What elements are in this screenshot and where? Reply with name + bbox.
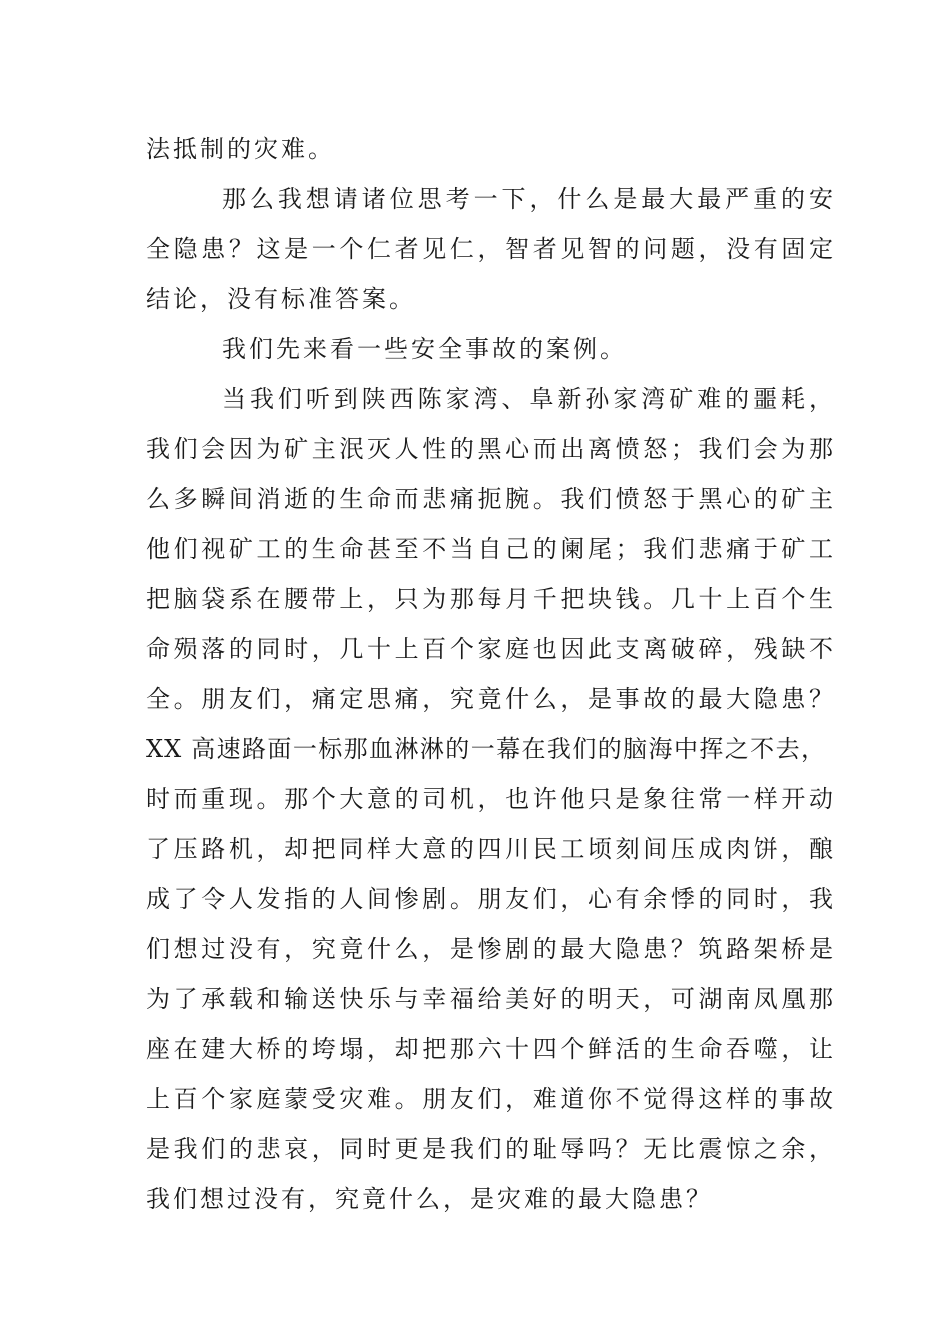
text-line: 是我们的悲哀，同时更是我们的耻辱吗？无比震惊之余，	[146, 1135, 836, 1163]
text-line: 上百个家庭蒙受灾难。朋友们，难道你不觉得这样的事故	[146, 1085, 836, 1113]
paragraph-first-line: 当我们听到陕西陈家湾、阜新孙家湾矿难的噩耗，	[222, 385, 836, 413]
text-line: 命殒落的同时，几十上百个家庭也因此支离破碎，残缺不	[146, 635, 836, 663]
text-line: 结论，没有标准答案。	[146, 285, 416, 313]
text-line: 全。朋友们，痛定思痛，究竟什么，是事故的最大隐患？	[146, 685, 836, 713]
text-line: 他们视矿工的生命甚至不当自己的阑尾；我们悲痛于矿工	[146, 535, 836, 563]
text-line: 成了令人发指的人间惨剧。朋友们，心有余悸的同时，我	[146, 885, 836, 913]
text-line: 时而重现。那个大意的司机，也许他只是象往常一样开动	[146, 785, 836, 813]
text-line: 为了承载和输送快乐与幸福给美好的明天，可湖南凤凰那	[146, 985, 836, 1013]
text-line: 们想过没有，究竟什么，是惨剧的最大隐患？筑路架桥是	[146, 935, 836, 963]
text-line: XX 高速路面一标那血淋淋的一幕在我们的脑海中挥之不去，	[146, 735, 826, 763]
paragraph-first-line: 那么我想请诸位思考一下，什么是最大最严重的安	[222, 185, 836, 213]
text-line: 法抵制的灾难。	[146, 135, 335, 163]
text-line: 么多瞬间消逝的生命而悲痛扼腕。我们愤怒于黑心的矿主	[146, 485, 836, 513]
text-line: 我们想过没有，究竟什么，是灾难的最大隐患？	[146, 1185, 713, 1213]
text-line: 我们会因为矿主泯灭人性的黑心而出离愤怒；我们会为那	[146, 435, 836, 463]
text-line: 把脑袋系在腰带上，只为那每月千把块钱。几十上百个生	[146, 585, 836, 613]
paragraph-first-line: 我们先来看一些安全事故的案例。	[222, 335, 627, 363]
text-line: 全隐患？这是一个仁者见仁，智者见智的问题，没有固定	[146, 235, 836, 263]
text-line: 了压路机，却把同样大意的四川民工顷刻间压成肉饼，酿	[146, 835, 836, 863]
text-line: 座在建大桥的垮塌，却把那六十四个鲜活的生命吞噬，让	[146, 1035, 836, 1063]
